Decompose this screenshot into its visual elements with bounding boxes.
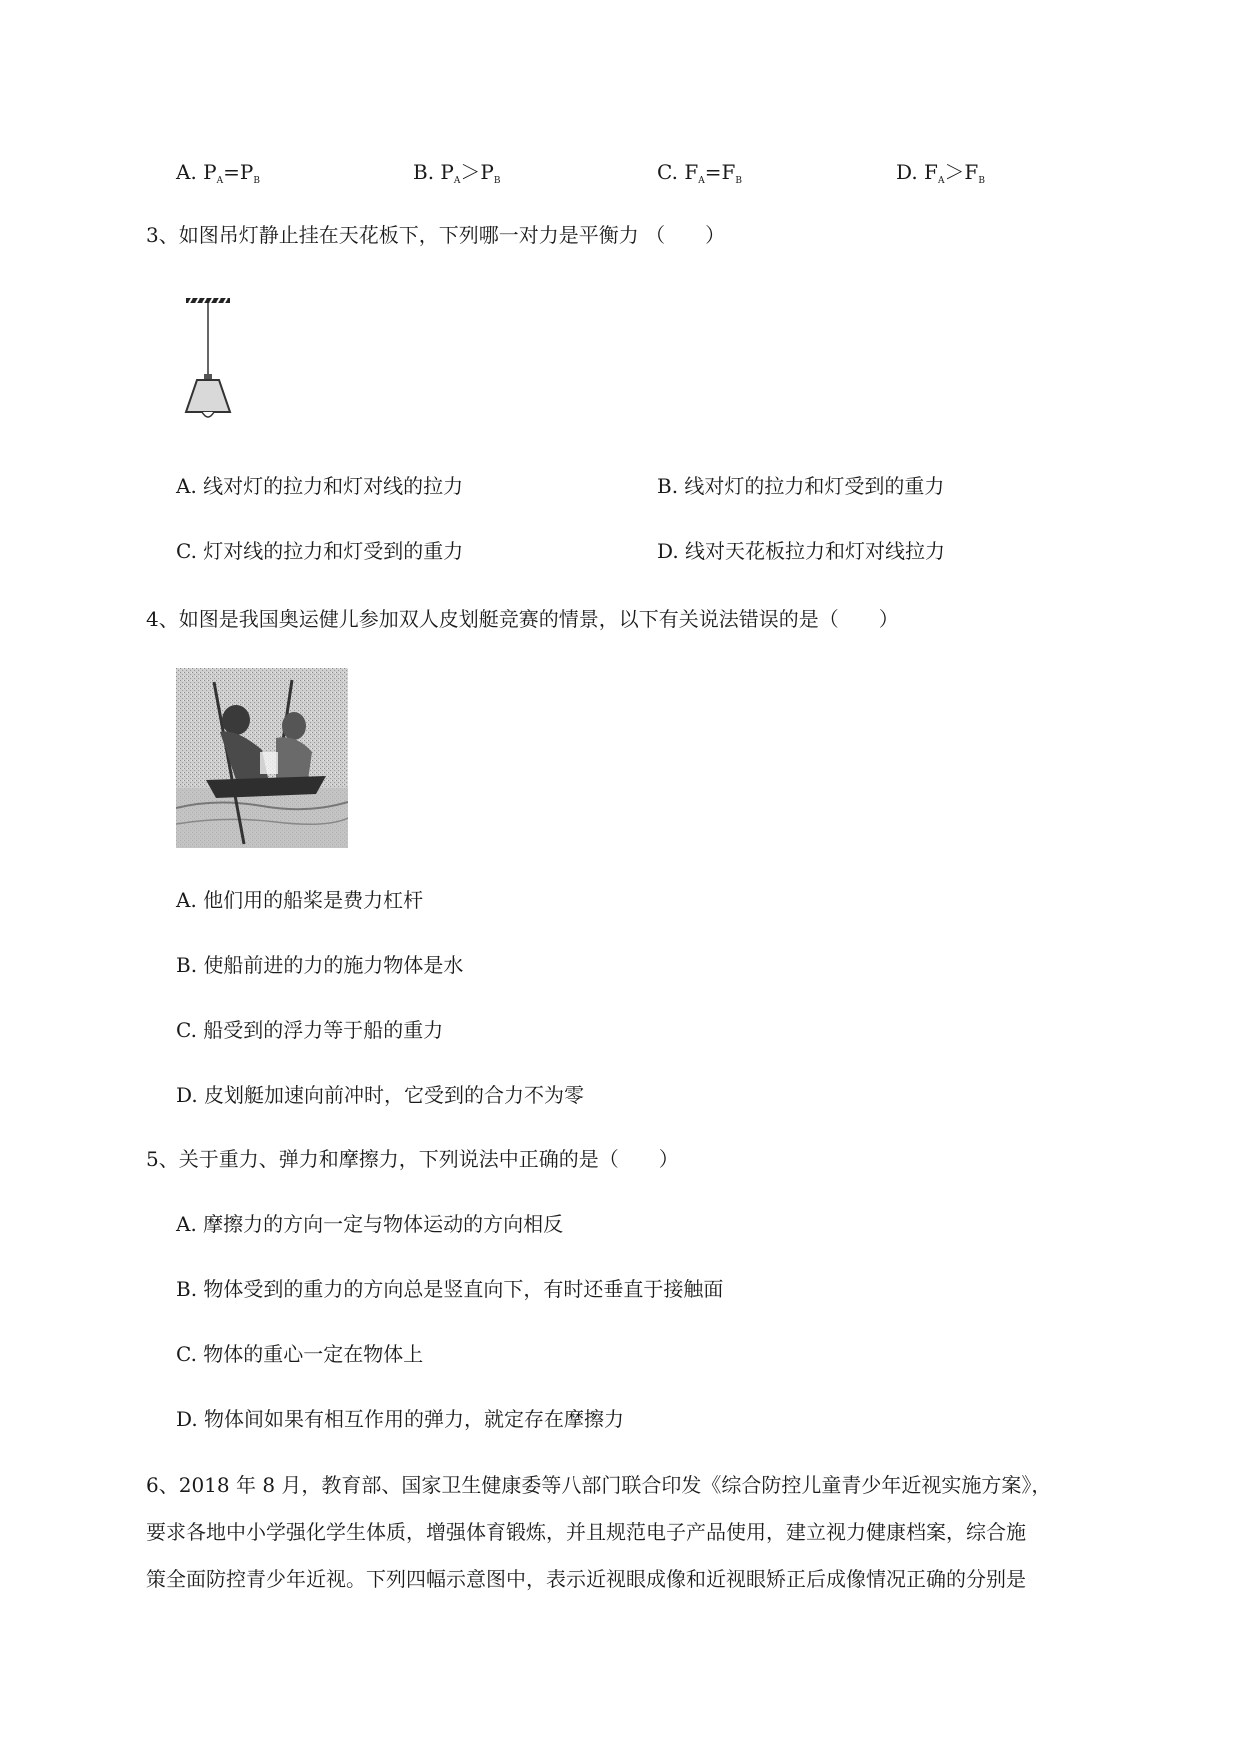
q5-option-d[interactable]: D. 物体间如果有相互作用的弹力，就定存在摩擦力 xyxy=(176,1407,625,1431)
q6-line-2: 要求各地中小学强化学生体质，增强体育锻炼，并且规范电子产品使用，建立视力健康档案，综合施 xyxy=(146,1520,1026,1544)
q6-line-3: 策全面防控青少年近视。下列四幅示意图中，表示近视眼成像和近视眼矫正后成像情况正确的分别是 xyxy=(146,1567,1026,1591)
lamp-shade xyxy=(186,380,230,412)
option-letter: D. xyxy=(896,160,918,184)
canoe-photo xyxy=(176,668,348,848)
option-symbol: F xyxy=(684,160,699,184)
q5-stem: 5、关于重力、弹力和摩擦力，下列说法中正确的是（ ） xyxy=(146,1147,679,1171)
option-operator: =F xyxy=(704,160,736,184)
q5-option-b[interactable]: B. 物体受到的重力的方向总是竖直向下，有时还垂直于接触面 xyxy=(176,1277,724,1301)
q3-option-d[interactable]: D. 线对天花板拉力和灯对线拉力 xyxy=(657,539,946,563)
option-symbol: F xyxy=(924,160,938,184)
pendant-lamp-figure xyxy=(180,296,240,424)
option-subscript: B xyxy=(978,176,985,186)
q3-option-a[interactable]: A. 线对灯的拉力和灯对线的拉力 xyxy=(176,474,464,498)
option-letter: C. xyxy=(657,160,678,184)
option-operator: =P xyxy=(223,160,254,184)
lamp-bulb xyxy=(202,412,214,417)
q3-stem: 3、如图吊灯静止挂在天花板下，下列哪一对力是平衡力 （ ） xyxy=(146,223,726,247)
q4-stem: 4、如图是我国奥运健儿参加双人皮划艇竞赛的情景，以下有关说法错误的是（ ） xyxy=(146,607,899,631)
q4-option-d[interactable]: D. 皮划艇加速向前冲时，它受到的合力不为零 xyxy=(176,1083,585,1107)
q6-line-1: 6、2018 年 8 月，教育部、国家卫生健康委等八部门联合印发《综合防控儿童青少年近视实施方案》， xyxy=(146,1473,1052,1497)
option-subscript: A xyxy=(216,176,224,186)
q4-option-a[interactable]: A. 他们用的船桨是费力杠杆 xyxy=(176,888,424,912)
q2-option-a[interactable] xyxy=(176,158,260,191)
option-symbol: P xyxy=(203,160,217,184)
q3-option-b[interactable]: B. 线对灯的拉力和灯受到的重力 xyxy=(657,474,945,498)
option-subscript: A xyxy=(453,176,461,186)
option-subscript: B xyxy=(735,176,742,186)
option-letter: A. xyxy=(176,160,197,184)
option-symbol: P xyxy=(440,160,454,184)
q4-option-b[interactable]: B. 使船前进的力的施力物体是水 xyxy=(176,953,464,977)
option-subscript: A xyxy=(937,176,945,186)
option-operator: ＞F xyxy=(944,160,979,184)
option-subscript: A xyxy=(698,176,705,186)
q3-option-c[interactable]: C. 灯对线的拉力和灯受到的重力 xyxy=(176,539,464,563)
option-subscript: B xyxy=(493,176,501,186)
option-operator: ＞P xyxy=(460,160,494,184)
q2-option-d[interactable] xyxy=(896,158,985,191)
q4-option-c[interactable]: C. 船受到的浮力等于船的重力 xyxy=(176,1018,444,1042)
q5-option-c[interactable]: C. 物体的重心一定在物体上 xyxy=(176,1342,424,1366)
q2-option-c[interactable] xyxy=(657,158,742,191)
option-subscript: B xyxy=(253,176,260,186)
q2-option-b[interactable] xyxy=(413,158,500,191)
q5-option-a[interactable]: A. 摩擦力的方向一定与物体运动的方向相反 xyxy=(176,1212,564,1236)
option-letter: B. xyxy=(413,160,435,184)
